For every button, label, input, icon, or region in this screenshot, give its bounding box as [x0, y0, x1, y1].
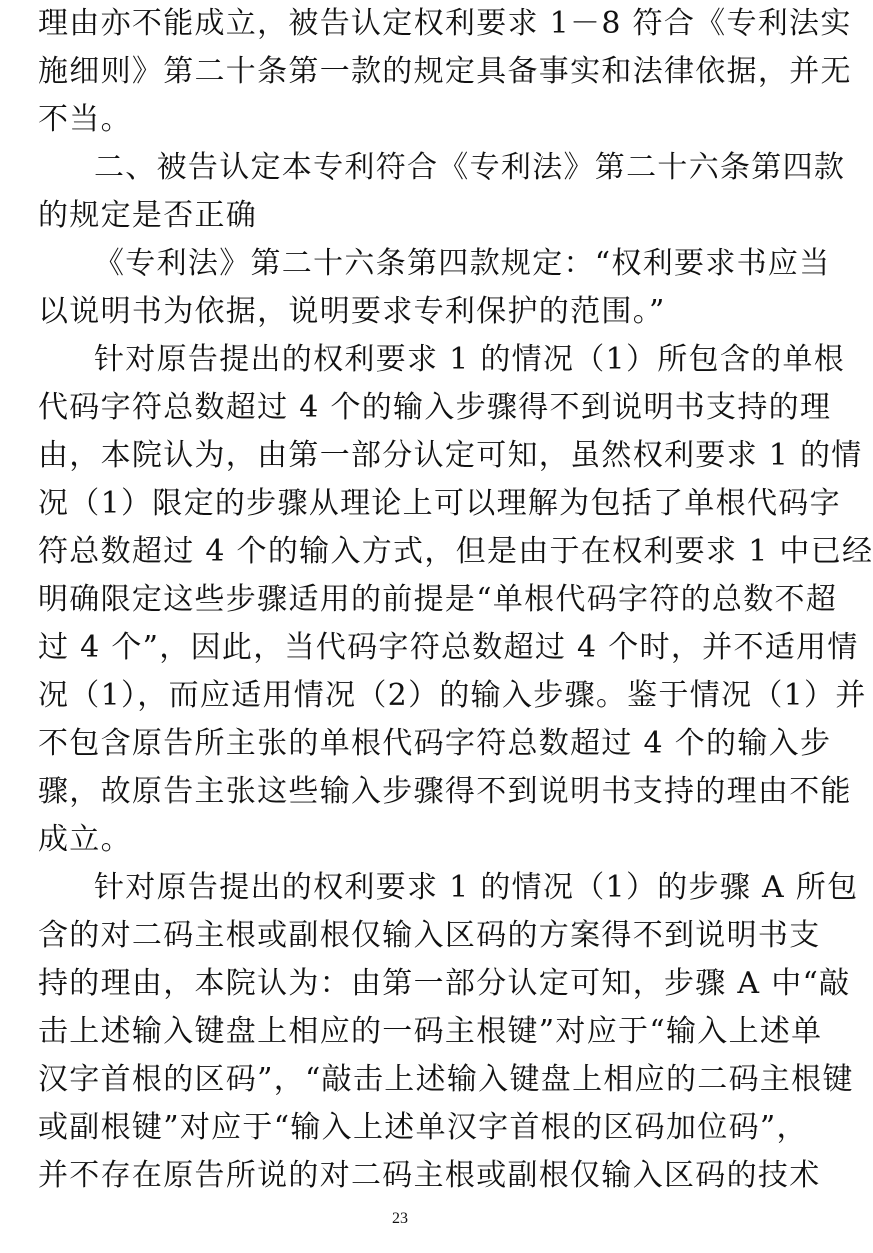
section-heading: 二、被告认定本专利符合《专利法》第二十六条第四款: [94, 150, 846, 185]
text-line: 针对原告提出的权利要求 1 的情况（1）所包含的单根: [94, 342, 846, 377]
text-line: 击上述输入键盘上相应的一码主根键”对应于“输入上述单: [38, 1014, 823, 1049]
text-line: 并不存在原告所说的对二码主根或副根仅输入区码的技术: [38, 1158, 821, 1193]
text-line: 理由亦不能成立，被告认定权利要求 1－8 符合《专利法实: [38, 6, 852, 41]
text-line: 不包含原告所主张的单根代码字符总数超过 4 个的输入步: [38, 726, 832, 761]
page-number: 23: [392, 1210, 408, 1227]
text-line: 或副根键”对应于“输入上述单汉字首根的区码加位码”，: [38, 1110, 808, 1145]
section-heading: 的规定是否正确: [38, 198, 258, 233]
text-line: 况（1），而应适用情况（2）的输入步骤。鉴于情况（1）并: [38, 678, 867, 713]
text-line: 符总数超过 4 个的输入方式，但是由于在权利要求 1 中已经: [38, 534, 873, 569]
text-line: 由，本院认为，由第一部分认定可知，虽然权利要求 1 的情: [38, 438, 863, 473]
text-line: 明确限定这些步骤适用的前提是“单根代码字符的总数不超: [38, 582, 838, 617]
text-line: 不当。: [38, 102, 132, 137]
text-line: 骤，故原告主张这些输入步骤得不到说明书支持的理由不能: [38, 774, 852, 809]
text-line: 持的理由，本院认为：由第一部分认定可知，步骤 A 中“敲: [38, 966, 851, 1001]
text-line: 代码字符总数超过 4 个的输入步骤得不到说明书支持的理: [38, 390, 832, 425]
text-line: 汉字首根的区码”，“敲击上述输入键盘上相应的二码主根键: [38, 1062, 854, 1097]
text-line: 《专利法》第二十六条第四款规定：“权利要求书应当: [94, 246, 831, 281]
text-line: 过 4 个”，因此，当代码字符总数超过 4 个时，并不适用情: [38, 630, 859, 665]
text-line: 施细则》第二十条第一款的规定具备事实和法律依据，并无: [38, 54, 852, 89]
text-line: 含的对二码主根或副根仅输入区码的方案得不到说明书支: [38, 918, 821, 953]
text-line: 成立。: [38, 822, 132, 857]
text-line: 况（1）限定的步骤从理论上可以理解为包括了单根代码字: [38, 486, 841, 521]
text-line: 以说明书为依据，说明要求专利保护的范围。”: [38, 294, 666, 329]
text-line: 针对原告提出的权利要求 1 的情况（1）的步骤 A 所包: [94, 870, 859, 905]
